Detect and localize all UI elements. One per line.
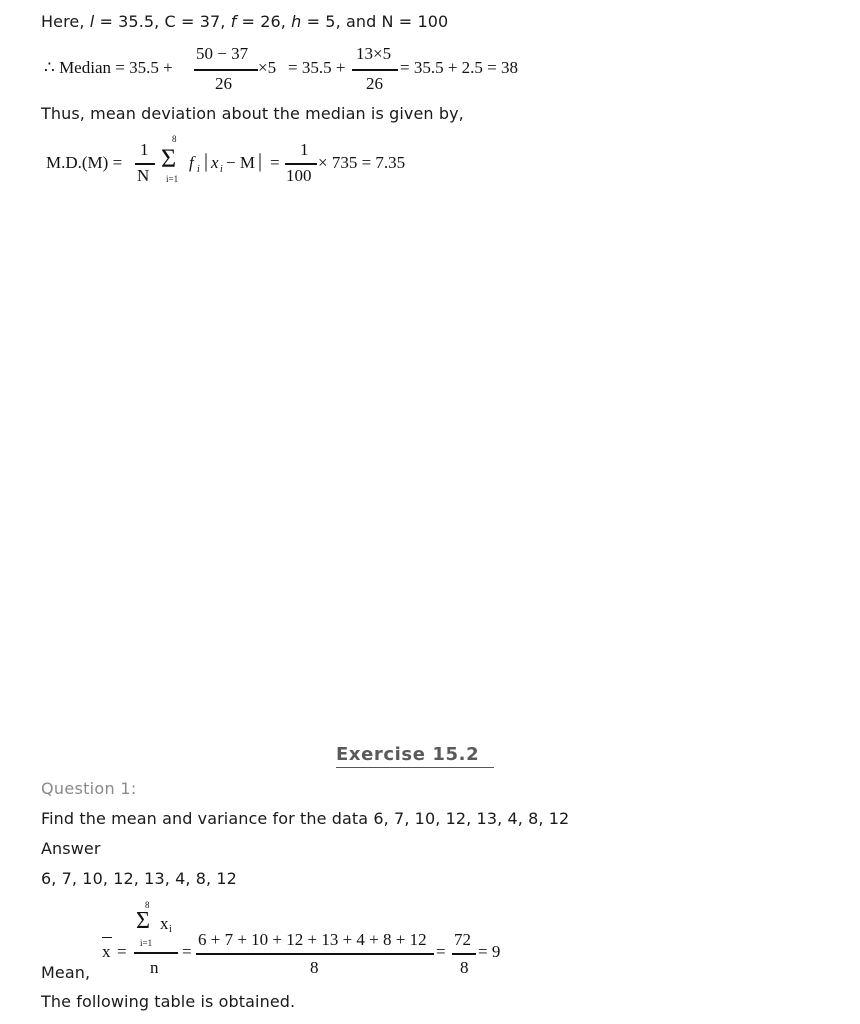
mean-frac3-numerator: 72 bbox=[454, 930, 471, 949]
mean-sigma-upper: 8 bbox=[145, 900, 150, 910]
given-h-value: = 5, and N = 100 bbox=[301, 12, 449, 31]
md-frac2-denominator: 100 bbox=[286, 166, 312, 185]
mean-deviation-equation bbox=[46, 136, 426, 192]
md-frac2-numerator: 1 bbox=[300, 140, 309, 159]
median-frac1-bar bbox=[194, 69, 258, 71]
md-f-subscript: i bbox=[197, 164, 200, 175]
mean-sum-numerator: 6 + 7 + 10 + 12 + 13 + 4 + 8 + 12 bbox=[198, 930, 427, 949]
mean-x: x bbox=[160, 914, 169, 933]
given-prefix: Here, bbox=[41, 12, 90, 31]
md-x: x bbox=[211, 153, 219, 172]
mean-xbar: x bbox=[102, 942, 111, 961]
mean-frac3-denominator: 8 bbox=[460, 958, 469, 977]
md-lhs: M.D.(M) = bbox=[46, 153, 123, 172]
md-minus-m: − M bbox=[226, 153, 255, 172]
question-label: Question 1: bbox=[41, 779, 137, 798]
md-sigma-upper: 8 bbox=[172, 134, 177, 144]
md-frac-bar bbox=[135, 163, 155, 165]
median-result: = 35.5 + 2.5 = 38 bbox=[400, 58, 519, 77]
md-sigma: Σ bbox=[161, 144, 177, 173]
md-f: f bbox=[189, 153, 194, 172]
given-f-value: = 26, bbox=[236, 12, 292, 31]
exercise-heading: Exercise 15.2 bbox=[336, 744, 480, 765]
median-equation bbox=[44, 44, 544, 96]
md-result: × 735 = 7.35 bbox=[318, 153, 406, 172]
mean-equals-2: = bbox=[182, 942, 192, 961]
median-frac1-denominator: 26 bbox=[215, 74, 232, 93]
mean-xbar-overline bbox=[102, 937, 112, 938]
median-times-five: ×5 bbox=[258, 58, 277, 77]
given-l-value: = 35.5, C = 37, bbox=[94, 12, 231, 31]
question-text: Find the mean and variance for the data 6, 7, 10, 12, 13, 4, 8, 12 bbox=[41, 809, 570, 828]
md-abs-close: | bbox=[258, 150, 263, 172]
data-values-line: 6, 7, 10, 12, 13, 4, 8, 12 bbox=[41, 869, 237, 888]
mean-equation bbox=[100, 900, 520, 982]
mean-sigma: Σ bbox=[136, 908, 150, 934]
mean-deviation-intro: Thus, mean deviation about the median is given by, bbox=[41, 104, 464, 123]
md-equals: = bbox=[270, 153, 280, 172]
mean-result: = 9 bbox=[478, 942, 501, 961]
mean-sum-denominator: 8 bbox=[310, 958, 319, 977]
md-x-subscript: i bbox=[220, 164, 223, 175]
median-frac1-numerator: 50 − 37 bbox=[196, 44, 249, 63]
median-frac2-bar bbox=[352, 69, 398, 71]
mean-frac3-bar bbox=[452, 953, 476, 955]
given-l-symbol: l bbox=[89, 12, 95, 31]
exercise-heading-underline bbox=[336, 767, 494, 768]
mean-equals-3: = bbox=[436, 942, 446, 961]
median-frac2-denominator: 26 bbox=[366, 74, 383, 93]
answer-label: Answer bbox=[41, 839, 101, 858]
mean-sigma-lower: i=1 bbox=[140, 938, 153, 948]
mean-equals-1: = bbox=[117, 942, 127, 961]
md-abs-open: | bbox=[204, 150, 209, 172]
median-label: ∴ Median = 35.5 + bbox=[44, 58, 173, 77]
given-h-symbol: h bbox=[291, 12, 302, 31]
mean-frac1-bar bbox=[134, 952, 178, 954]
mean-label: Mean, bbox=[41, 963, 91, 982]
median-equals-2: = 35.5 + bbox=[288, 58, 346, 77]
median-frac2-numerator: 13×5 bbox=[356, 44, 392, 63]
given-values-line bbox=[41, 12, 448, 31]
mean-sum-bar bbox=[196, 953, 434, 955]
mean-frac1-denominator: n bbox=[150, 958, 159, 977]
table-intro: The following table is obtained. bbox=[41, 992, 296, 1011]
md-frac2-bar bbox=[285, 163, 317, 165]
md-frac-denominator: N bbox=[137, 166, 150, 185]
md-frac-numerator: 1 bbox=[140, 140, 149, 159]
mean-x-subscript: i bbox=[169, 924, 172, 935]
given-f-symbol: f bbox=[230, 12, 237, 31]
md-sigma-lower: i=1 bbox=[166, 174, 179, 184]
